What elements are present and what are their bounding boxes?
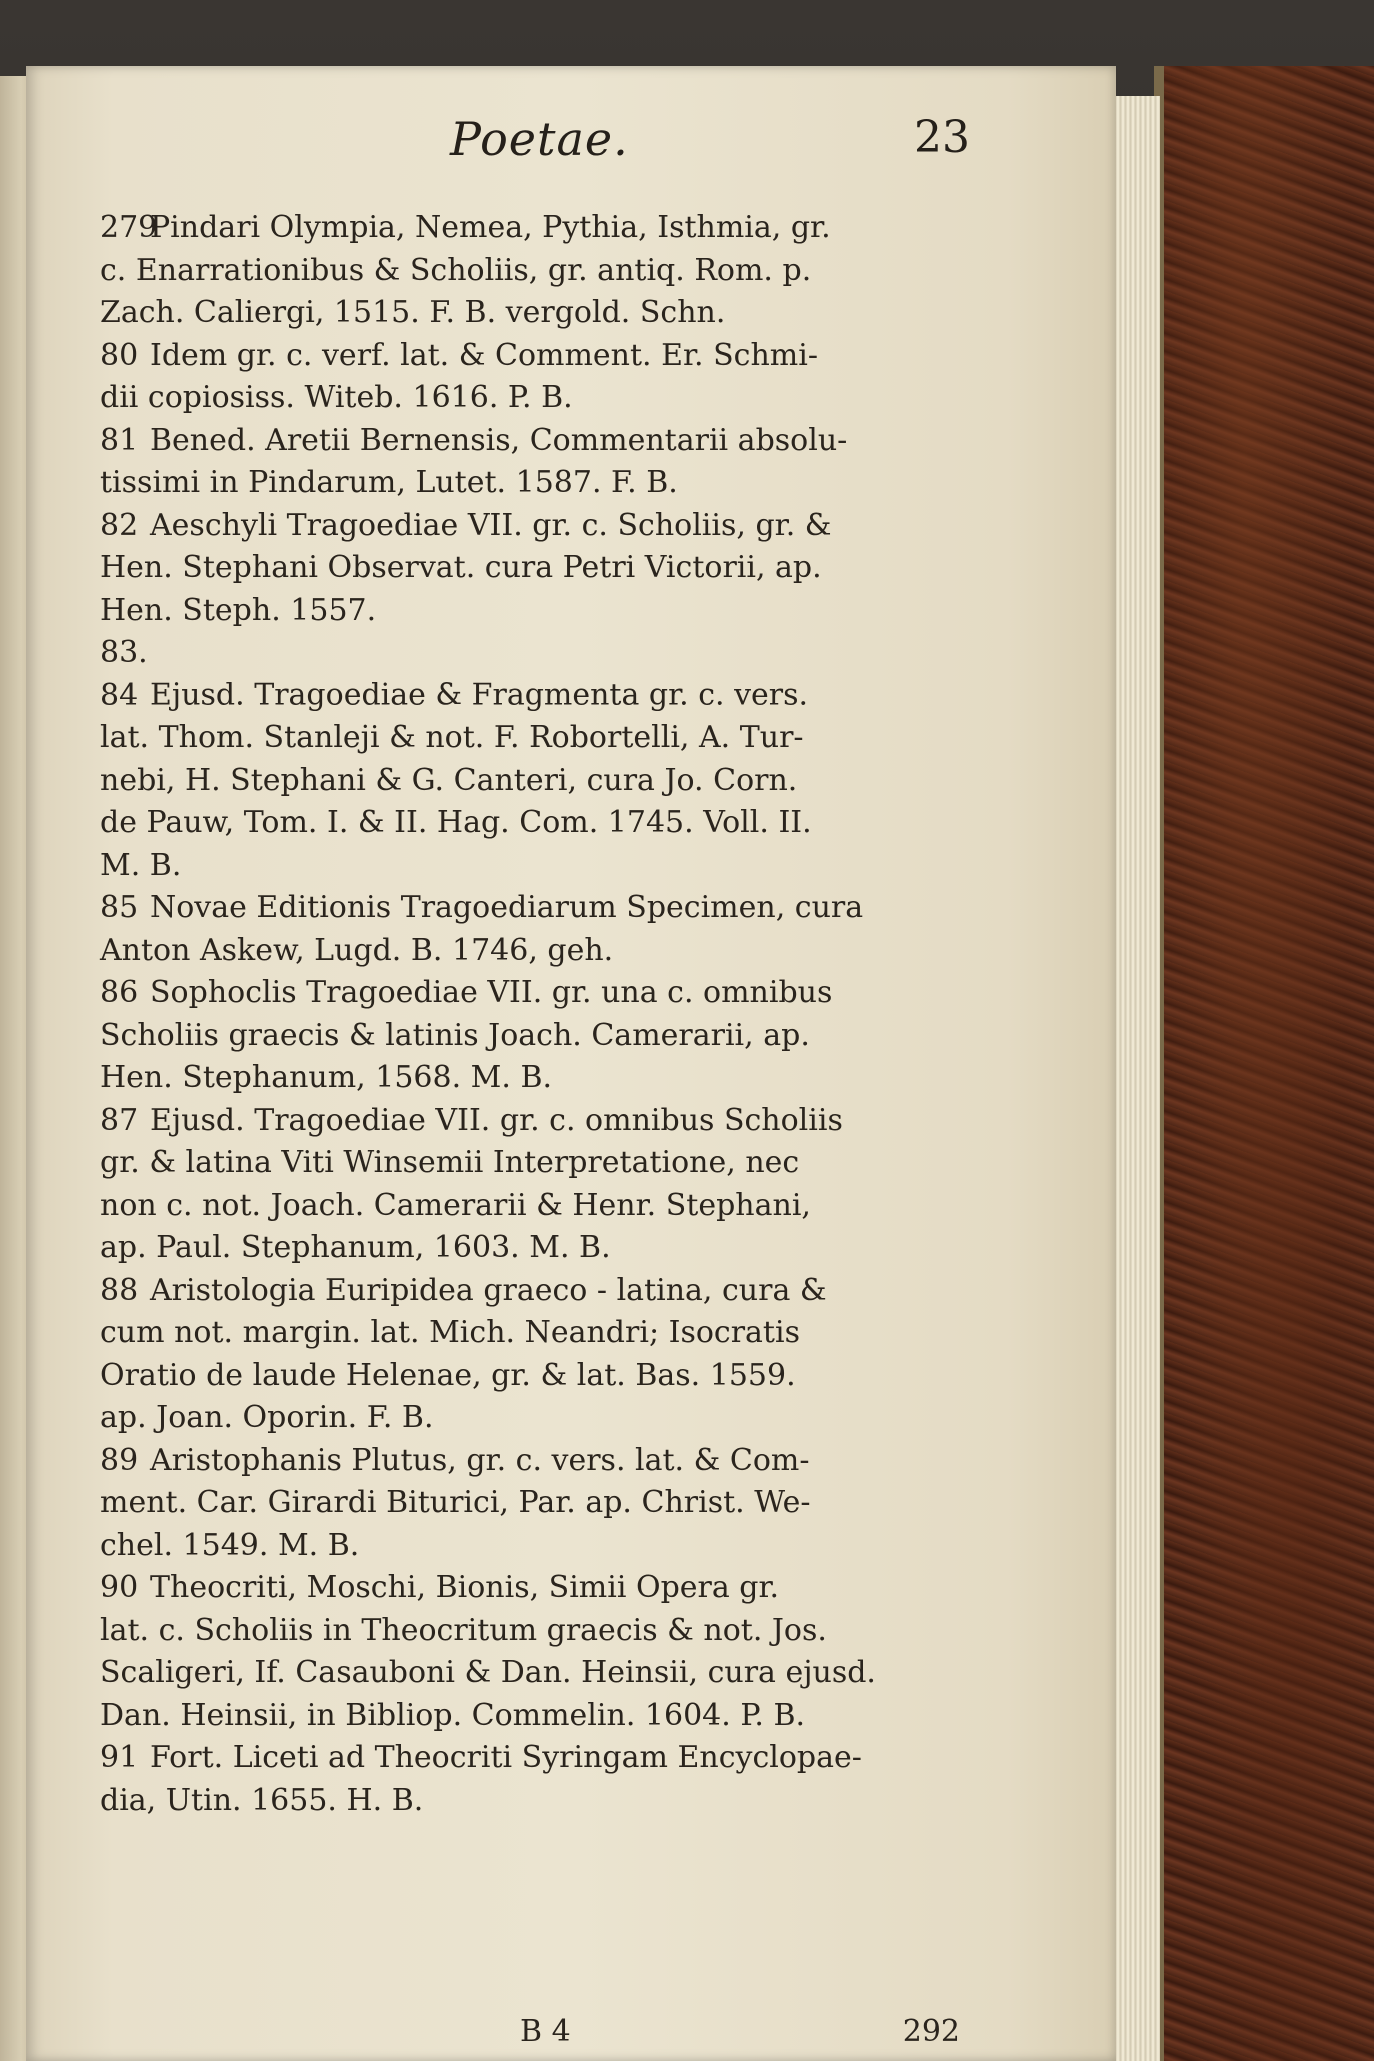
- catalogue-entry: [100, 1737, 960, 1822]
- entry-line: Theocriti, Moschi, Bionis, Simii Opera gr.: [150, 1570, 780, 1605]
- catalogue-entry: [100, 972, 960, 1100]
- entry-number: 81: [100, 422, 139, 458]
- catalogue-entry: [100, 420, 960, 505]
- entry-number: 87: [100, 1102, 139, 1138]
- entry-line: ap. Joan. Oporin. F. B.: [100, 1400, 434, 1435]
- entry-line: Scaligeri, If. Casauboni & Dan. Heinsii, cura ejusd.: [100, 1655, 876, 1690]
- catalogue-entry: [100, 1270, 960, 1440]
- entry-number: 90: [100, 1570, 139, 1605]
- entry-line: lat. Thom. Stanleji & not. F. Robortelli, A. Tur-: [100, 720, 804, 755]
- entry-line: Anton Askew, Lugd. B. 1746, geh.: [100, 932, 614, 968]
- catalogue-entry: [100, 1100, 960, 1270]
- page-number: 23: [914, 112, 970, 163]
- catalogue-entry: [100, 1440, 960, 1568]
- page-block-edges: [1112, 96, 1160, 2061]
- entry-line: Aeschyli Tragoediae VII. gr. c. Scholiis, gr. &: [150, 507, 832, 543]
- entry-line: Fort. Liceti ad Theocriti Syringam Encyclopae-: [150, 1740, 862, 1775]
- entry-line: gr. & latina Viti Winsemii Interpretatione, nec: [100, 1145, 800, 1180]
- catalogue-entry: [100, 335, 960, 420]
- entry-line: Ejusd. Tragoediae & Fragmenta gr. c. vers.: [150, 677, 809, 713]
- entry-line: c. Enarrationibus & Scholiis, gr. antiq. Rom. p.: [100, 252, 812, 288]
- entry-number: 89: [100, 1442, 139, 1478]
- entry-line: Bened. Aretii Bernensis, Commentarii absolu-: [150, 422, 848, 458]
- entry-line: nebi, H. Stephani & G. Canteri, cura Jo. Corn.: [100, 762, 798, 798]
- entry-number: 279: [100, 210, 158, 245]
- catalogue-entry: [100, 632, 960, 887]
- entry-line: Sophoclis Tragoediae VII. gr. una c. omnibus: [150, 975, 833, 1010]
- entry-number: 83. 84: [100, 635, 148, 713]
- entry-line: tissimi in Pindarum, Lutet. 1587. F. B.: [100, 465, 678, 500]
- entry-line: Dan. Heinsii, in Bibliop. Commelin. 1604. P. B.: [100, 1697, 806, 1733]
- entry-line: Idem gr. c. verf. lat. & Comment. Er. Schmi-: [150, 337, 818, 373]
- entry-line: dii copiosiss. Witeb. 1616. P. B.: [100, 380, 573, 415]
- entry-line: dia, Utin. 1655. H. B.: [100, 1782, 424, 1818]
- entry-number: 91: [100, 1740, 139, 1775]
- entry-line: Novae Editionis Tragoediarum Specimen, cura: [150, 890, 864, 925]
- entry-line: de Pauw, Tom. I. & II. Hag. Com. 1745. Voll. II.: [100, 805, 812, 840]
- entry-line: cum not. margin. lat. Mich. Neandri; Isocratis: [100, 1315, 800, 1350]
- catalogue-entry: [100, 1567, 960, 1737]
- entry-line: non c. not. Joach. Camerarii & Henr. Stephani,: [100, 1187, 811, 1223]
- entry-line: Oratio de laude Helenae, gr. & lat. Bas. 1559.: [100, 1357, 796, 1393]
- entry-line: lat. c. Scholiis in Theocritum graecis & not. Jos.: [100, 1612, 827, 1648]
- entry-number: 86: [100, 975, 139, 1010]
- catchword: 292: [902, 2014, 960, 2049]
- catalogue-entry: [100, 207, 960, 335]
- entry-line: Ejusd. Tragoediae VII. gr. c. omnibus Scholiis: [150, 1102, 843, 1138]
- entry-line: Pindari Olympia, Nemea, Pythia, Isthmia, gr.: [150, 210, 831, 245]
- entry-line: ment. Car. Girardi Biturici, Par. ap. Christ. We-: [100, 1485, 811, 1520]
- signature-mark: B 4: [520, 2014, 571, 2049]
- entry-number: 88: [100, 1272, 139, 1308]
- catalogue-entry: [100, 887, 960, 972]
- entry-line: Scholiis graecis & latinis Joach. Camerarii, ap.: [100, 1017, 810, 1053]
- entry-line: Aristologia Euripidea graeco - latina, cura &: [150, 1272, 827, 1308]
- page-footer: [520, 2014, 960, 2054]
- entry-line: Aristophanis Plutus, gr. c. vers. lat. & Com-: [150, 1442, 810, 1478]
- entry-line: Hen. Stephani Observat. cura Petri Victorii, ap.: [100, 550, 822, 585]
- entry-line: ap. Paul. Stephanum, 1603. M. B.: [100, 1230, 611, 1265]
- entry-line: M. B.: [100, 847, 182, 883]
- catalogue-entry: [100, 505, 960, 633]
- entry-line: chel. 1549. M. B.: [100, 1527, 360, 1563]
- catalogue-entries: [100, 207, 960, 1822]
- entry-line: Hen. Stephanum, 1568. M. B.: [100, 1060, 553, 1095]
- entry-number: 80: [100, 337, 139, 373]
- entry-number: 82: [100, 507, 139, 543]
- entry-line: Hen. Steph. 1557.: [100, 592, 377, 628]
- running-head: Poetae.: [450, 112, 629, 166]
- marbled-cover: [1158, 66, 1374, 2061]
- page-header: [450, 112, 970, 172]
- entry-number: 85: [100, 890, 139, 925]
- entry-line: Zach. Caliergi, 1515. F. B. vergold. Schn.: [100, 295, 726, 330]
